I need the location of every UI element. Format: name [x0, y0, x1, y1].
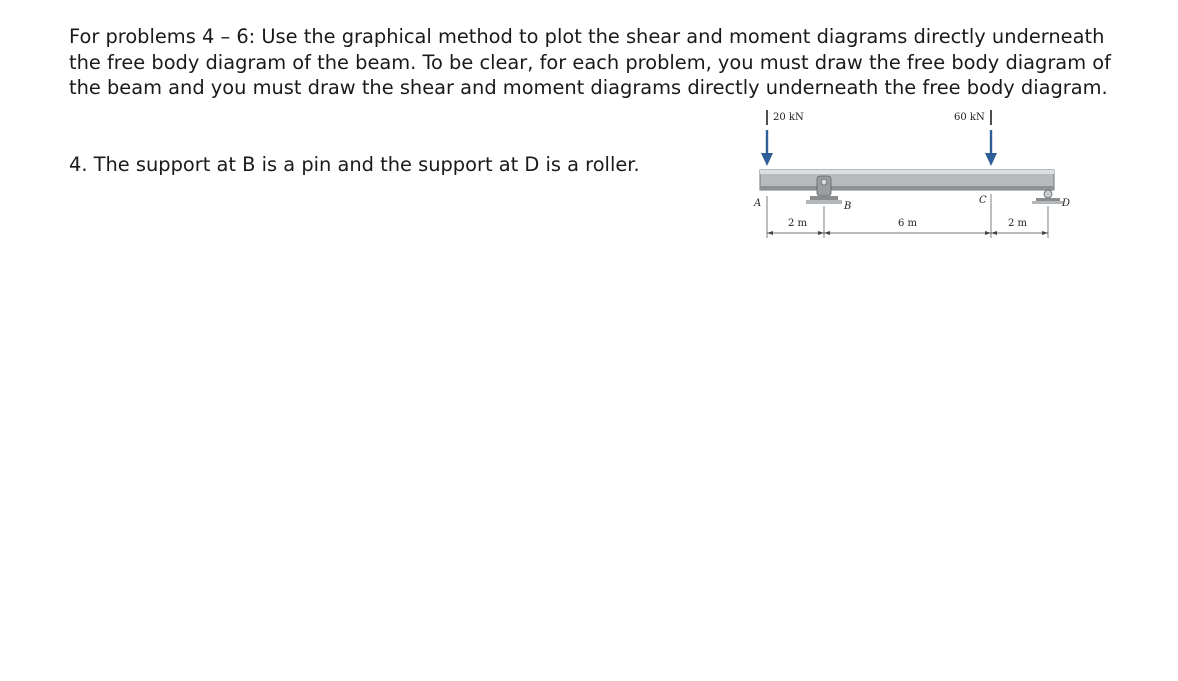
- point-label-c: C: [979, 195, 987, 206]
- dimension-arrow-a-right: [767, 231, 773, 235]
- load-arrowhead-a: [761, 153, 773, 166]
- point-label-a: A: [754, 198, 762, 209]
- dimension-label-cd: 2 m: [1008, 218, 1028, 229]
- instructions-line-3: the beam and you must draw the shear and moment diagrams directly underneath the free body diagram.: [69, 76, 1108, 99]
- pin-support-ground: [806, 200, 842, 204]
- roller-support-base: [1036, 198, 1060, 201]
- beam-top-flange: [760, 170, 1054, 174]
- problem-4-statement: 4. The support at B is a pin and the support at D is a roller.: [69, 153, 640, 176]
- dimension-arrow-d-left: [1042, 231, 1048, 235]
- dimension-arrow-c-left: [985, 231, 991, 235]
- beam-figure: [740, 106, 1080, 242]
- dimension-arrow-b-right: [824, 231, 830, 235]
- point-label-d: D: [1062, 198, 1071, 209]
- load-label-60kn: 60 kN: [954, 112, 985, 123]
- roller-support-wheel: [1044, 190, 1052, 198]
- point-label-b: B: [844, 201, 852, 212]
- beam-bottom-flange: [760, 186, 1054, 190]
- dimension-label-ab: 2 m: [788, 218, 808, 229]
- instructions-line-2: the free body diagram of the beam. To be clear, for each problem, you must draw the free body diagram of: [69, 50, 1111, 74]
- problem-instructions: [69, 24, 1129, 101]
- instructions-line-1: For problems 4 – 6: Use the graphical method to plot the shear and moment diagrams directly underneath: [69, 25, 1105, 48]
- roller-support-ground: [1032, 201, 1064, 204]
- dimension-arrow-b-left: [818, 231, 824, 235]
- dimension-arrow-c-right: [991, 231, 997, 235]
- dimension-label-bc: 6 m: [898, 218, 918, 229]
- beam-diagram: [740, 106, 1080, 242]
- pin-support-base: [810, 196, 838, 200]
- load-label-20kn: 20 kN: [773, 112, 804, 123]
- pin-support-pin: [821, 179, 827, 185]
- load-arrowhead-c: [985, 153, 997, 166]
